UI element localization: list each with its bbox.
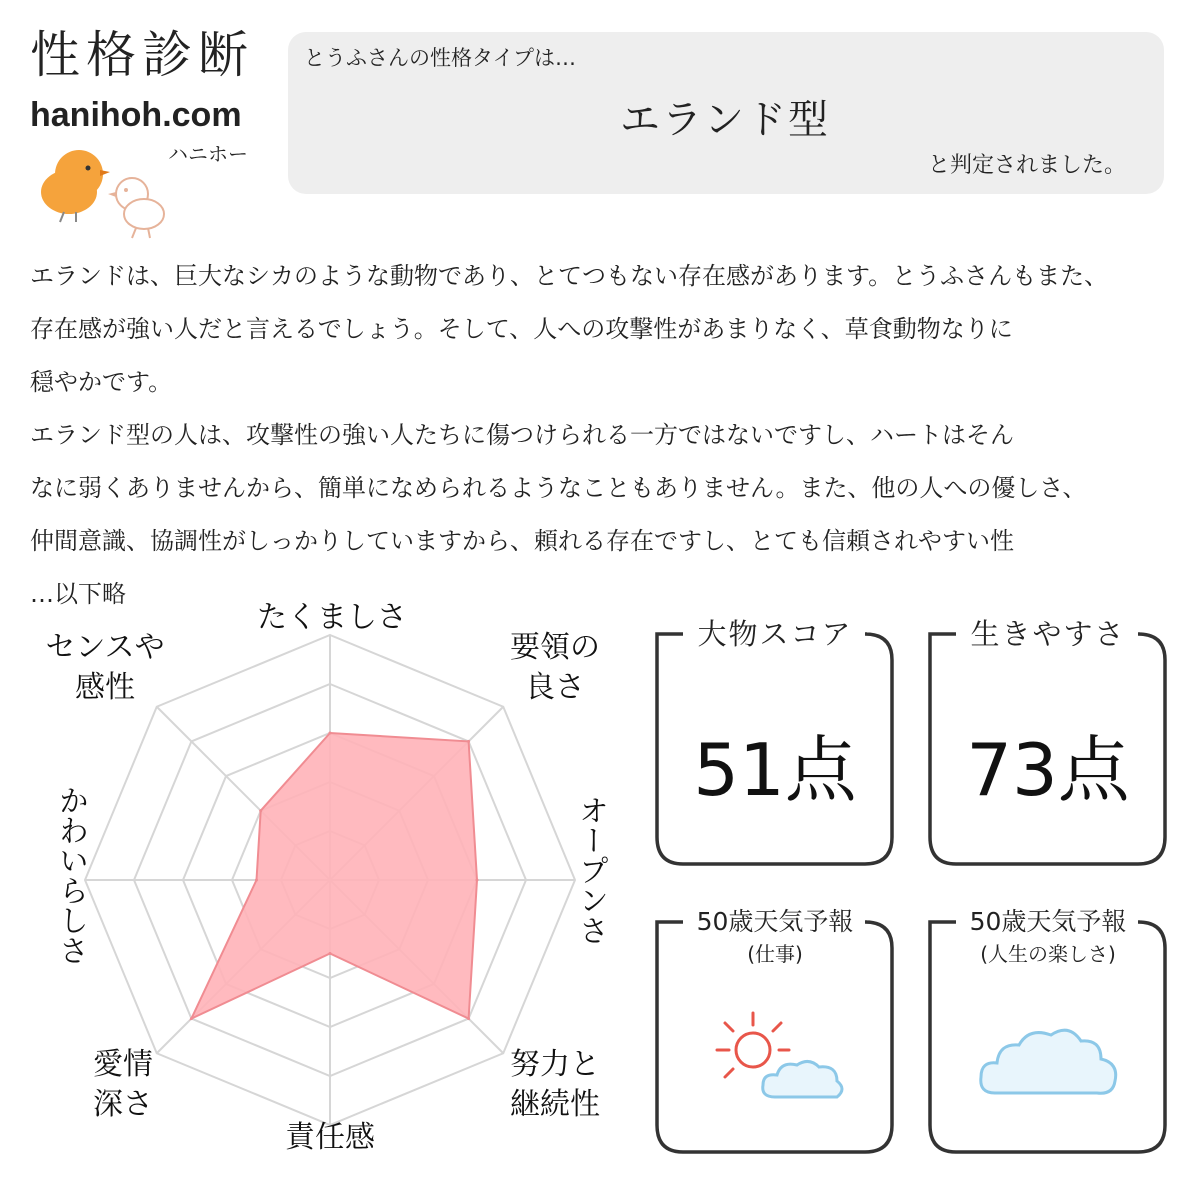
radar-axis-label-7 xyxy=(46,628,165,708)
radar-axis-label-line: たくましさ xyxy=(257,600,407,635)
forecast-sub: (仕事) xyxy=(747,942,803,966)
sun-behind-cloud-icon xyxy=(705,1005,855,1105)
score-value: 73点 xyxy=(966,728,1130,812)
result-outro: と判定されました。 xyxy=(928,153,1127,178)
radar-axis-label-line: かわいらしさ xyxy=(53,785,88,965)
radar-axis-label-4 xyxy=(285,1118,375,1158)
brand-site[interactable]: hanihoh.com xyxy=(30,96,242,134)
description-line: 存在感が強い人だと言えるでしょう。そして、人への攻撃性があまりなく、草食動物なりに xyxy=(30,315,1013,343)
white-chick-icon xyxy=(108,178,164,238)
forecast-card-work xyxy=(655,900,895,1155)
description-line: …以下略 xyxy=(30,580,126,608)
result-type: エランド型 xyxy=(620,97,830,143)
score-card-ikiyasusa xyxy=(928,612,1168,867)
radar-point-2 xyxy=(476,879,479,882)
brand-kana: ハニホー xyxy=(168,142,248,166)
description-line: なに弱くありませんから、簡単になめられるようなこともありません。また、他の人への優しさ、 xyxy=(30,474,1087,502)
radar-axis-label-line: 継続性 xyxy=(510,1087,600,1122)
forecast-label: 50歳天気予報 xyxy=(696,907,854,936)
description-line: 仲間意識、協調性がしっかりしていますから、頼れる存在ですし、とても信頼されやすい性 xyxy=(30,527,1014,555)
score-value: 51点 xyxy=(693,728,857,812)
radar-axis-label-line: センスや xyxy=(45,630,165,665)
radar-axis-label-line: 感性 xyxy=(75,670,136,705)
radar-axis-label-5 xyxy=(93,1045,153,1125)
radar-axis-label-line: 努力と xyxy=(510,1047,600,1082)
score-label: 大物スコア xyxy=(697,617,853,651)
brand-title: 性格診断 xyxy=(30,26,254,84)
cloud-icon xyxy=(973,1005,1123,1105)
radar-axis-label-6 xyxy=(52,785,88,965)
result-intro: とうふさんの性格タイプは… xyxy=(304,46,576,70)
radar-axis-label-1 xyxy=(510,628,600,708)
radar-axis-label-line: 良さ xyxy=(525,670,585,705)
radar-axis-label-line: 要領の xyxy=(510,630,600,665)
forecast-card-life xyxy=(928,900,1168,1155)
score-card-omono xyxy=(655,612,895,867)
forecast-label: 50歳天気予報 xyxy=(969,907,1127,936)
forecast-sub: (人生の楽しさ) xyxy=(980,942,1116,966)
radar-axis-label-line: オープンさ xyxy=(573,795,608,945)
radar-point-4 xyxy=(329,952,332,955)
radar-point-7 xyxy=(259,809,262,812)
description-line: 穏やかです。 xyxy=(30,368,173,396)
description-line: エランド型の人は、攻撃性の強い人たちに傷つけられる一方ではないですし、ハートはそん xyxy=(30,421,1014,449)
radar-point-0 xyxy=(329,732,332,735)
orange-chick-icon xyxy=(41,150,110,222)
radar-axis-label-line: 責任感 xyxy=(285,1120,375,1155)
radar-axis-label-2 xyxy=(572,795,608,945)
radar-point-3 xyxy=(467,1017,470,1020)
chick-mascot-icon xyxy=(24,142,174,242)
description-line: エランドは、巨大なシカのような動物であり、とてつもない存在感があります。とうふさんもまた、 xyxy=(30,262,1109,290)
radar-axis-label-0 xyxy=(257,598,407,638)
description xyxy=(30,250,1175,621)
radar-axis-label-line: 愛情 xyxy=(93,1047,153,1082)
radar-axis-label-3 xyxy=(510,1045,600,1125)
radar-point-6 xyxy=(255,879,258,882)
radar-point-1 xyxy=(467,740,470,743)
radar-point-5 xyxy=(190,1017,193,1020)
score-label: 生きやすさ xyxy=(970,617,1126,651)
radar-axis-label-line: 深さ xyxy=(93,1087,153,1122)
